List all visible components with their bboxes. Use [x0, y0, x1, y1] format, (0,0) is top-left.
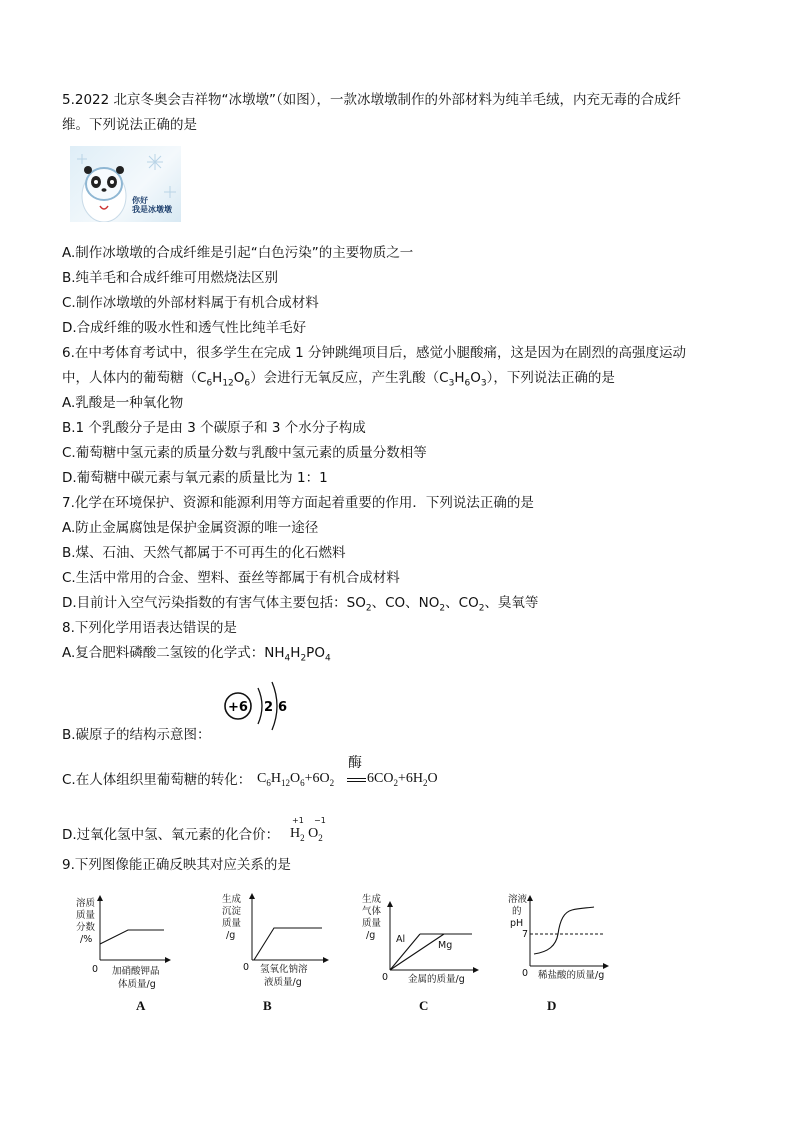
valence-formula: [290, 816, 340, 848]
q6-stem-line1: 6.在中考体育考试中，很多学生在完成 1 分钟跳绳项目后，感觉小腿酸痛，这是因为在剧烈的高强度运动: [62, 345, 687, 361]
svg-text:/g: /g: [366, 930, 376, 941]
valence-o: −1: [314, 816, 326, 825]
graph-a-label: A: [136, 998, 146, 1013]
svg-text:生成: 生成: [222, 894, 242, 905]
svg-text:溶质: 溶质: [76, 898, 96, 909]
svg-text:pH: pH: [510, 918, 524, 929]
q8-option-a: A.复合肥料磷酸二氢铵的化学式：$NH_4H_2PO_4$: [62, 645, 331, 664]
graph-b: [222, 893, 328, 988]
q7-option-d: D.目前计入空气污染指数的有害气体主要包括：$SO_2$、CO、$NO_2$、$CO_2$、臭氧等: [62, 595, 539, 614]
q6-option-a: A.乳酸是一种氧化物: [62, 395, 184, 411]
svg-text:加硝酸钾晶: 加硝酸钾晶: [112, 966, 160, 977]
enzyme-label: 酶: [348, 755, 362, 771]
graph-d: [508, 893, 608, 981]
q7-option-a: A.防止金属腐蚀是保护金属资源的唯一途径: [62, 520, 319, 536]
atom-shell2-electrons: 6: [278, 700, 288, 715]
svg-text:气体: 气体: [362, 906, 382, 917]
svg-text:溶液: 溶液: [508, 894, 528, 905]
svg-text:质量: 质量: [362, 918, 382, 929]
svg-text:沉淀: 沉淀: [222, 906, 242, 917]
graph-c-label: C: [419, 998, 429, 1013]
valence-h: +1: [292, 816, 304, 825]
svg-text:体质量/g: 体质量/g: [118, 979, 156, 990]
q7-option-c: C.生活中常用的合金、塑料、蚕丝等都属于有机合成材料: [62, 570, 400, 586]
svg-text:氢氧化钠溶: 氢氧化钠溶: [260, 964, 308, 975]
h2o2-formula: $H_2$ $O_2$: [290, 826, 323, 843]
svg-text:0: 0: [382, 972, 389, 983]
q5-option-d: D.合成纤维的吸水性和透气性比纯羊毛好: [62, 320, 307, 336]
equation-right: $6CO_2+6H_2O$: [367, 771, 438, 788]
q7-option-b: B.煤、石油、天然气都属于不可再生的化石燃料: [62, 545, 346, 561]
q6-option-d: D.葡萄糖中碳元素与氧元素的质量比为 1：1: [62, 470, 328, 486]
equation-left: $C_6H_{12}O_6+6O_2$: [257, 771, 335, 788]
svg-text:0: 0: [92, 964, 99, 975]
graph-b-label: B: [263, 998, 272, 1013]
q6-stem-line2: 中，人体内的葡萄糖$(C_6H_{12}O_6)$会进行无氧反应，产生乳酸$(C_3H_6O_3)$，下列说法正确的是: [62, 370, 615, 389]
graph-c: [362, 893, 478, 985]
svg-text:的: 的: [512, 906, 522, 917]
q8-option-c: C.在人体组织里葡萄糖的转化：: [62, 772, 252, 788]
q8-stem: 8.下列化学用语表达错误的是: [62, 620, 237, 636]
svg-text:稀盐酸的质量/g: 稀盐酸的质量/g: [538, 970, 605, 981]
q7-stem: 7.化学在环境保护、资源和能源利用等方面起着重要的作用．下列说法正确的是: [62, 495, 534, 511]
q5-option-a: A.制作冰墩墩的合成纤维是引起“白色污染”的主要物质之一: [62, 245, 414, 261]
svg-text:7: 7: [522, 929, 529, 940]
svg-text:/g: /g: [226, 930, 236, 941]
glucose-equation: [257, 752, 467, 792]
svg-text:Mg: Mg: [438, 940, 453, 951]
svg-text:质量: 质量: [76, 910, 96, 921]
q5-stem-line2: 维。下列说法正确的是: [62, 117, 197, 133]
svg-text:0: 0: [522, 968, 529, 979]
bing-dwen-dwen-image: [70, 146, 181, 222]
svg-text:质量: 质量: [222, 918, 242, 929]
image-caption-2: 我是冰墩墩: [132, 205, 172, 214]
svg-text:金属的质量/g: 金属的质量/g: [408, 974, 465, 985]
image-caption-1: 你好: [132, 196, 148, 205]
q9-stem: 9.下列图像能正确反映其对应关系的是: [62, 857, 291, 873]
carbon-atom-diagram: [222, 676, 302, 740]
svg-text:Al: Al: [396, 934, 406, 945]
q5-stem-line1: 5.2022 北京冬奥会吉祥物“冰墩墩”（如图），一款冰墩墩制作的外部材料为纯羊毛绒，内充无毒的合成纤: [62, 92, 682, 108]
graph-a: [76, 896, 170, 990]
svg-text:0: 0: [243, 962, 250, 973]
q6-option-b: B.1 个乳酸分子是由 3 个碳原子和 3 个水分子构成: [62, 420, 366, 436]
q8-option-d: D.过氧化氢中氢、氧元素的化合价：: [62, 827, 280, 843]
q8-option-b: B.碳原子的结构示意图：: [62, 727, 211, 743]
graph-d-label: D: [547, 998, 557, 1013]
q5-option-b: B.纯羊毛和合成纤维可用燃烧法区别: [62, 270, 279, 286]
q5-option-c: C.制作冰墩墩的外部材料属于有机合成材料: [62, 295, 319, 311]
atom-nucleus-label: +6: [228, 700, 248, 715]
svg-text:生成: 生成: [362, 894, 382, 905]
svg-text:/%: /%: [80, 934, 93, 945]
q6-option-c: C.葡萄糖中氢元素的质量分数与乳酸中氢元素的质量分数相等: [62, 445, 427, 461]
atom-shell1-electrons: 2: [264, 700, 274, 715]
svg-text:分数: 分数: [76, 922, 96, 933]
svg-text:液质量/g: 液质量/g: [264, 977, 302, 988]
